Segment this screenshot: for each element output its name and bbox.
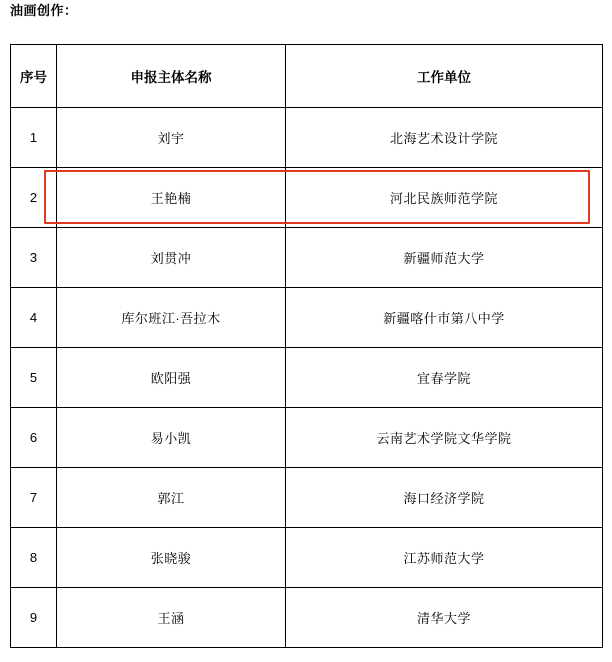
table-row — [11, 168, 603, 228]
table-row — [11, 288, 603, 348]
table-row — [11, 108, 603, 168]
cell-org: 宜春学院 — [286, 348, 603, 408]
table-body — [11, 108, 603, 648]
table-row — [11, 408, 603, 468]
table-row — [11, 348, 603, 408]
table-row — [11, 228, 603, 288]
cell-org: 江苏师范大学 — [286, 528, 603, 588]
roster-table-container — [10, 44, 602, 648]
table-row — [11, 528, 603, 588]
cell-name: 易小凯 — [57, 408, 286, 468]
cell-org: 新疆喀什市第八中学 — [286, 288, 603, 348]
cell-index: 1 — [11, 108, 57, 168]
cell-name: 郭江 — [57, 468, 286, 528]
table-header-row — [11, 45, 603, 108]
roster-table — [10, 44, 603, 648]
cell-name: 刘贯冲 — [57, 228, 286, 288]
cell-index: 3 — [11, 228, 57, 288]
column-header-name: 申报主体名称 — [57, 45, 286, 108]
table-row — [11, 468, 603, 528]
table-header — [11, 45, 603, 108]
cell-index: 4 — [11, 288, 57, 348]
cell-index: 2 — [11, 168, 57, 228]
cell-index: 5 — [11, 348, 57, 408]
cell-name: 张晓骏 — [57, 528, 286, 588]
cell-name: 欧阳强 — [57, 348, 286, 408]
cell-index: 7 — [11, 468, 57, 528]
cell-index: 9 — [11, 588, 57, 648]
cell-org: 云南艺术学院文华学院 — [286, 408, 603, 468]
cell-name: 刘宇 — [57, 108, 286, 168]
cell-index: 6 — [11, 408, 57, 468]
cell-index: 8 — [11, 528, 57, 588]
cell-name: 王涵 — [57, 588, 286, 648]
column-header-org: 工作单位 — [286, 45, 603, 108]
cell-org: 新疆师范大学 — [286, 228, 603, 288]
column-header-index: 序号 — [11, 45, 57, 108]
table-row — [11, 588, 603, 648]
cell-org: 河北民族师范学院 — [286, 168, 603, 228]
cell-org: 清华大学 — [286, 588, 603, 648]
cell-org: 海口经济学院 — [286, 468, 603, 528]
cell-name: 王艳楠 — [57, 168, 286, 228]
cell-name: 库尔班江·吾拉木 — [57, 288, 286, 348]
section-title: 油画创作： — [10, 3, 78, 18]
cell-org: 北海艺术设计学院 — [286, 108, 603, 168]
